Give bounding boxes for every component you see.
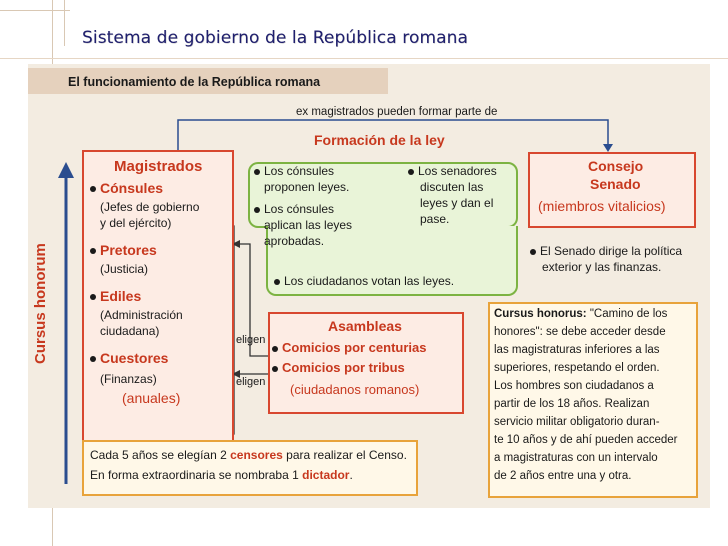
cursus-axis-arrowhead <box>58 162 74 178</box>
bullet-icon <box>90 356 96 362</box>
top-note: ex magistrados pueden formar parte de <box>296 106 498 118</box>
bullet-icon <box>408 169 414 175</box>
ley-title: Formación de la ley <box>314 132 445 148</box>
eligen-label-1: eligen <box>236 334 266 346</box>
censores-line2-a: En forma extraordinaria se nombraba 1 <box>90 468 299 482</box>
bullet-icon <box>90 248 96 254</box>
consejo-note-text: El Senado dirige la política <box>540 244 683 258</box>
eligen-label-2: eligen <box>236 376 266 388</box>
slide-frame-under-title <box>0 58 728 59</box>
ediles-desc-1: (Administración <box>100 308 183 322</box>
consules-desc-1: (Jefes de gobierno <box>100 200 200 214</box>
ley-item2-line3: aprobadas. <box>264 234 325 248</box>
cursus-line5: Los hombres son ciudadanos a <box>494 380 654 392</box>
top-bracket-arrowhead <box>603 144 613 152</box>
bullet-icon <box>90 186 96 192</box>
censores-line1-a: Cada 5 años se elegían 2 <box>90 448 227 462</box>
asambleas-footer: (ciudadanos romanos) <box>290 382 420 397</box>
pretores-item <box>90 242 157 258</box>
bullet-icon <box>272 346 278 352</box>
ley-item3-line3: leyes y dan el <box>420 196 494 210</box>
consules-item <box>90 180 163 196</box>
censores-line2 <box>90 468 353 482</box>
cuestores-label: Cuestores <box>100 350 169 366</box>
cursus-line7: servicio militar obligatorio duran- <box>494 416 660 428</box>
bullet-icon <box>254 169 260 175</box>
diagram-image <box>28 64 710 508</box>
censores-line1-c: para realizar el Censo. <box>286 448 407 462</box>
bullet-icon <box>272 366 278 372</box>
ley-item4 <box>274 274 454 288</box>
cursus-vertical-label: Cursus honorum <box>32 243 49 364</box>
pretores-desc: (Justicia) <box>100 262 149 276</box>
asambleas-item1 <box>272 340 426 355</box>
bullet-icon <box>254 207 260 213</box>
cursus-line9: a magistraturas con un intervalo <box>494 452 658 464</box>
censores-line2-c: . <box>349 468 353 482</box>
ley-item2-line1 <box>254 202 334 216</box>
ley-item1-line2: proponen leyes. <box>264 180 350 194</box>
cursus-line2: honores": se debe acceder desde <box>494 326 666 338</box>
slide-title: Sistema de gobierno de la República romana <box>82 28 469 48</box>
cursus-line4: superiores, respetando el orden. <box>494 362 660 374</box>
ley-item2-line2: aplican las leyes <box>264 218 353 232</box>
pretores-label: Pretores <box>100 242 157 258</box>
cuestores-item <box>90 350 168 366</box>
cursus-line1 <box>494 308 667 320</box>
asambleas-item2 <box>272 360 405 375</box>
bullet-icon <box>530 249 536 255</box>
banner-title: El funcionamiento de la República romana <box>68 75 321 89</box>
magistrados-title: Magistrados <box>114 158 203 175</box>
censores-keyword: censores <box>230 448 283 462</box>
asambleas-title: Asambleas <box>328 318 402 334</box>
cursus-lead: Cursus honorus: <box>494 308 587 320</box>
ediles-item <box>90 288 141 304</box>
bullet-icon <box>90 294 96 300</box>
cursus-line10: de 2 años entre una y otra. <box>494 470 632 482</box>
consules-label: Cónsules <box>100 180 164 196</box>
slide-frame-left-2 <box>64 0 65 46</box>
consejo-subtitle: (miembros vitalicios) <box>538 198 666 214</box>
cursus-line6: partir de los 18 años. Realizan <box>494 398 650 410</box>
ley-item4-text: Los ciudadanos votan las leyes. <box>284 274 455 288</box>
asambleas-item2-text: Comicios por tribus <box>282 360 405 375</box>
ley-item1-line1 <box>254 164 334 178</box>
ley-item3-line1 <box>408 164 497 178</box>
ley-item1-text: Los cónsules <box>264 164 335 178</box>
ediles-label: Ediles <box>100 288 142 304</box>
cuestores-desc: (Finanzas) <box>100 372 157 386</box>
ley-item3-line2: discuten las <box>420 180 484 194</box>
cursus-line8: te 10 años y de ahí pueden acceder <box>494 434 678 446</box>
ediles-desc-2: ciudadana) <box>100 324 160 338</box>
asambleas-item1-text: Comicios por centurias <box>282 340 427 355</box>
consules-desc-2: y del ejército) <box>100 216 172 230</box>
ley-item3-text: Los senadores <box>418 164 497 178</box>
slide-frame-top <box>0 10 70 11</box>
cursus-line3: las magistraturas inferiores a las <box>494 344 660 356</box>
consejo-note-2: exterior y las finanzas. <box>542 260 662 274</box>
magistrados-footer: (anuales) <box>122 390 181 406</box>
consejo-note-1 <box>530 244 682 258</box>
bullet-icon <box>274 279 280 285</box>
senado-title: Senado <box>590 176 641 192</box>
censores-line1 <box>90 448 407 462</box>
ley-item3-line4: pase. <box>420 212 450 226</box>
ley-item2-text: Los cónsules <box>264 202 335 216</box>
dictador-keyword: dictador <box>302 468 350 482</box>
consejo-title: Consejo <box>588 158 644 174</box>
cursus-line1-text: "Camino de los <box>589 308 668 320</box>
